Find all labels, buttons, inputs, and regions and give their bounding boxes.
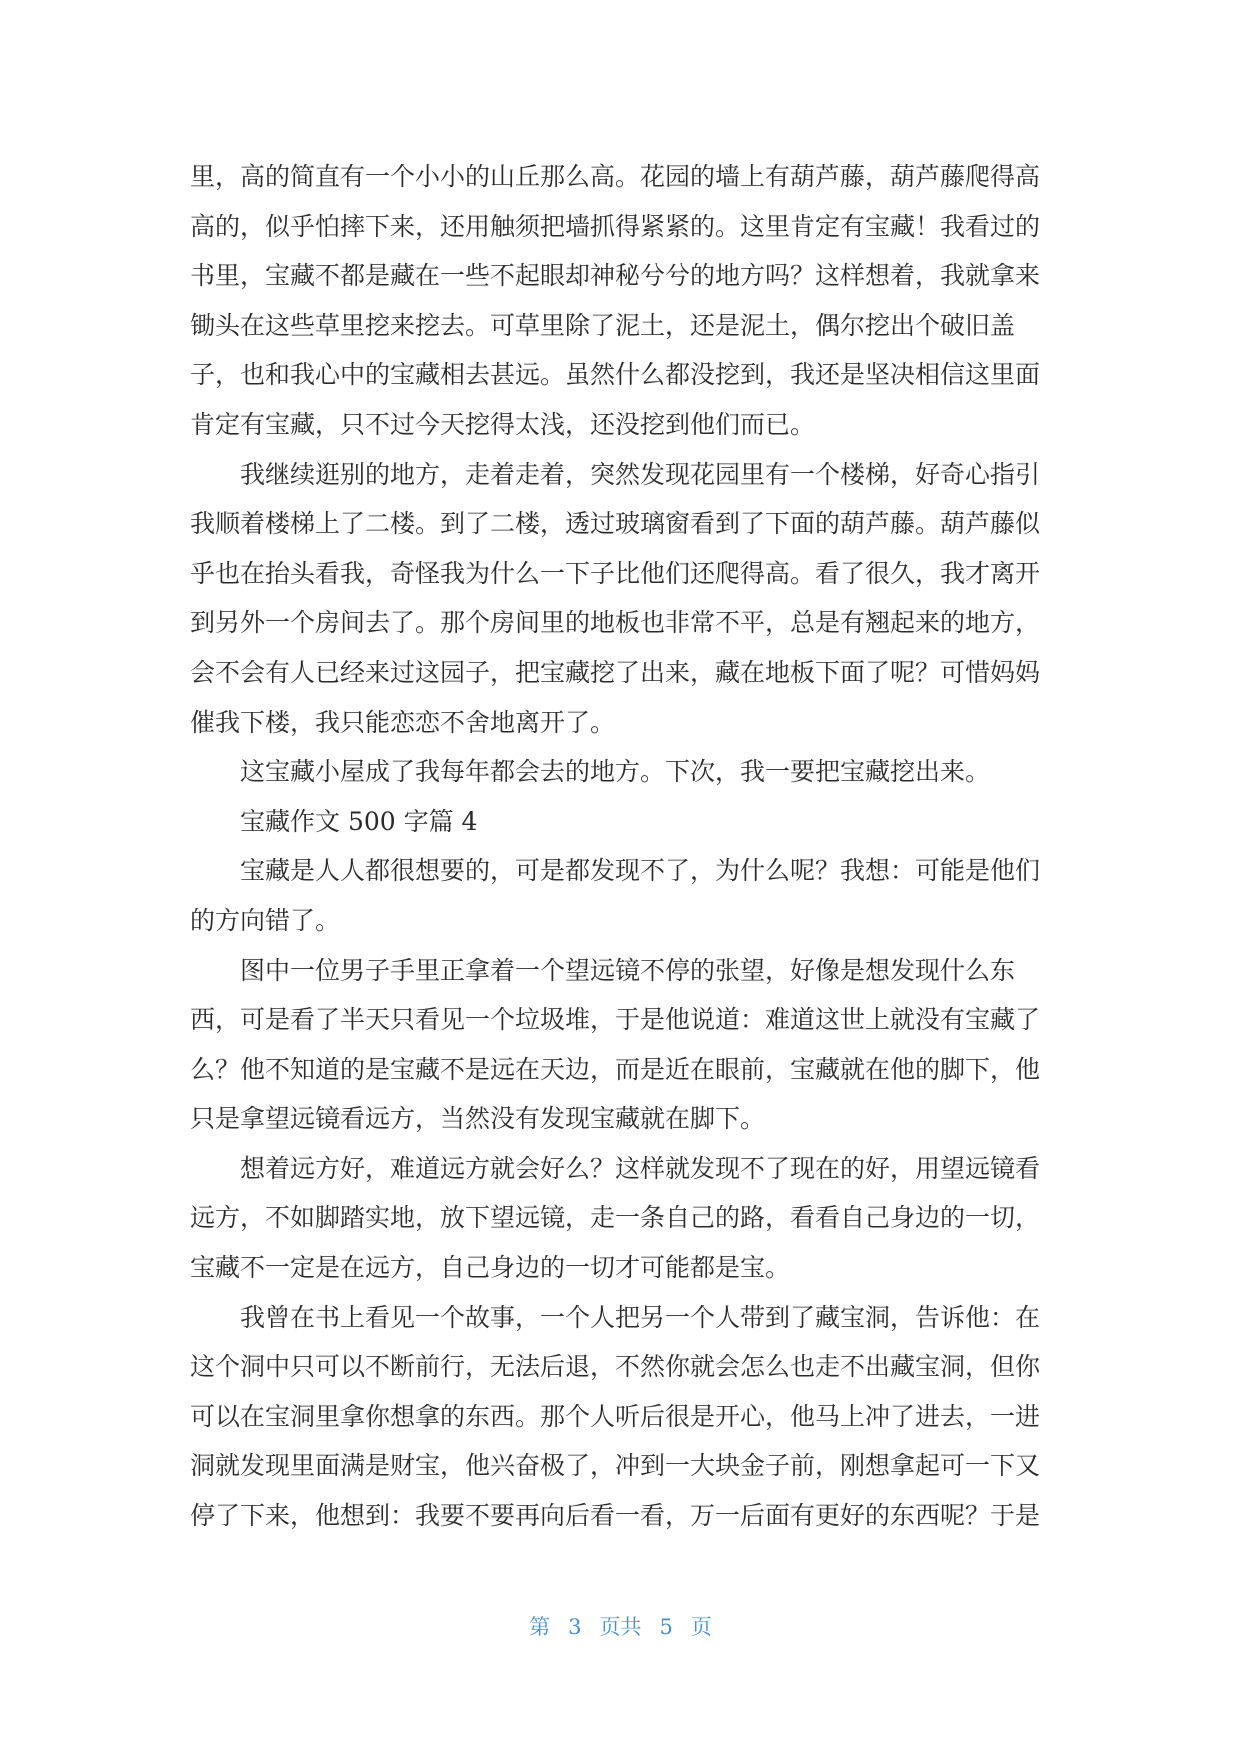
text-line: 宝藏是人人都很想要的，可是都发现不了，为什么呢？我想：可能是他们: [240, 856, 1041, 886]
text-line: 这个洞中只可以不断前行，无法后退，不然你就会怎么也走不出藏宝洞，但你: [190, 1352, 1041, 1382]
text-line: 高的，似乎怕摔下来，还用触须把墙抓得紧紧的。这里肯定有宝藏！我看过的: [190, 211, 1041, 241]
text-line: 想着远方好，难道远方就会好么？这样就发现不了现在的好，用望远镜看: [240, 1153, 1041, 1183]
text-line: 远方，不如脚踏实地，放下望远镜，走一条自己的路，看看自己身边的一切，: [190, 1203, 1041, 1233]
page-footer: [0, 1611, 1241, 1641]
text-line: 洞就发现里面满是财宝，他兴奋极了，冲到一大块金子前，刚想拿起可一下又: [190, 1451, 1041, 1481]
text-line: 可以在宝洞里拿你想拿的东西。那个人听后很是开心，他马上冲了进去，一进: [190, 1401, 1041, 1431]
footer-total-pages: 5: [659, 1615, 673, 1639]
document-body: [190, 152, 1050, 1541]
text-line: 么？他不知道的是宝藏不是远在天边，而是近在眼前，宝藏就在他的脚下，他: [190, 1054, 1041, 1084]
footer-current-page: 3: [568, 1615, 582, 1639]
text-line: 的方向错了。: [190, 905, 341, 935]
text-line: 我顺着楼梯上了二楼。到了二楼，透过玻璃窗看到了下面的葫芦藤。葫芦藤似: [190, 509, 1041, 539]
text-line: 子，也和我心中的宝藏相去甚远。虽然什么都没挖到，我还是坚决相信这里面: [190, 360, 1041, 390]
text-line: 乎也在抬头看我，奇怪我为什么一下子比他们还爬得高。看了很久，我才离开: [190, 558, 1041, 588]
text-line: 宝藏不一定是在远方，自己身边的一切才可能都是宝。: [190, 1253, 791, 1283]
text-line: 只是拿望远镜看远方，当然没有发现宝藏就在脚下。: [190, 1104, 766, 1134]
text-line: 我曾在书上看见一个故事，一个人把另一个人带到了藏宝洞，告诉他：在: [240, 1302, 1041, 1332]
text-line: 我继续逛别的地方，走着走着，突然发现花园里有一个楼梯，好奇心指引: [240, 459, 1041, 489]
text-line: 锄头在这些草里挖来挖去。可草里除了泥土，还是泥土，偶尔挖出个破旧盖: [190, 310, 1016, 340]
text-line: 肯定有宝藏，只不过今天挖得太浅，还没挖到他们而已。: [190, 409, 816, 439]
footer-middle: 页共: [599, 1615, 642, 1639]
text-line: 这宝藏小屋成了我每年都会去的地方。下次，我一要把宝藏挖出来。: [240, 757, 991, 787]
text-line: 西，可是看了半天只看见一个垃圾堆，于是他说道：难道这世上就没有宝藏了: [190, 1005, 1041, 1035]
text-line: 会不会有人已经来过这园子，把宝藏挖了出来，藏在地板下面了呢？可惜妈妈: [190, 657, 1041, 687]
text-line: 催我下楼，我只能恋恋不舍地离开了。: [190, 707, 616, 737]
footer-suffix: 页: [690, 1615, 712, 1639]
text-line: 到另外一个房间去了。那个房间里的地板也非常不平，总是有翘起来的地方，: [190, 608, 1041, 638]
text-line: 图中一位男子手里正拿着一个望远镜不停的张望，好像是想发现什么东: [240, 955, 1016, 985]
text-line: 书里，宝藏不都是藏在一些不起眼却神秘兮兮的地方吗？这样想着，我就拿来: [190, 261, 1041, 291]
text-line: 停了下来，他想到：我要不要再向后看一看，万一后面有更好的东西呢？于是: [190, 1501, 1041, 1531]
footer-prefix: 第: [529, 1615, 551, 1639]
text-line: 宝藏作文 500 字篇 4: [240, 806, 478, 836]
text-line: 里，高的简直有一个小小的山丘那么高。花园的墙上有葫芦藤，葫芦藤爬得高: [190, 162, 1041, 191]
